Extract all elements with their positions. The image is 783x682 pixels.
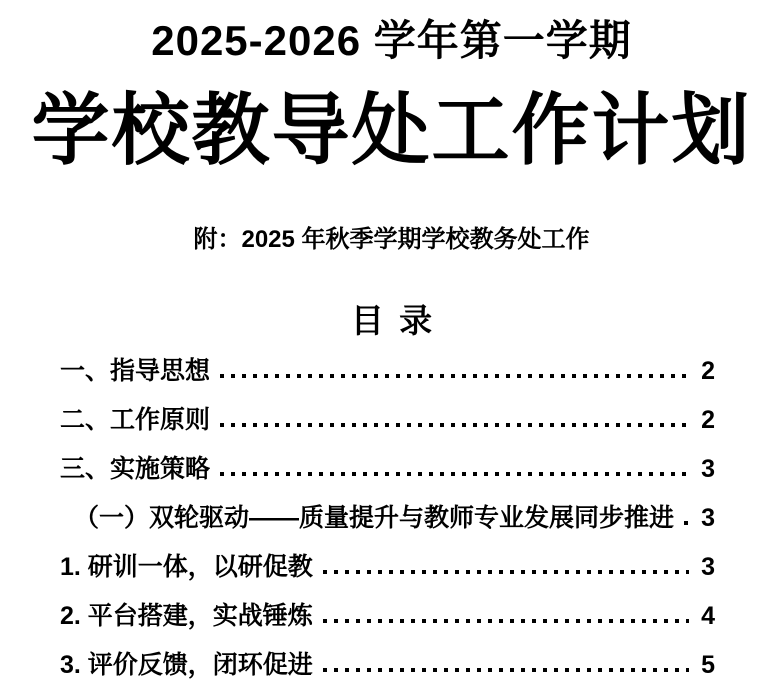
dot-leader — [220, 472, 689, 476]
toc-entry[interactable] — [60, 356, 715, 386]
toc-entry-label: 二、工作原则 — [60, 406, 211, 434]
toc-entry-page-number: 2 — [701, 406, 715, 434]
toc-heading: 目 录 — [350, 302, 433, 339]
semester-title: 2025-2026 学年第一学期 — [151, 17, 632, 64]
toc-entry-page-number: 5 — [701, 651, 715, 679]
dot-leader — [323, 619, 689, 623]
toc-entry-label: 3. 评价反馈，闭环促进 — [60, 651, 313, 679]
toc-entry-label: 1. 研训一体，以研促教 — [60, 553, 313, 581]
table-of-contents — [60, 356, 715, 680]
attachment-subtitle: 附：2025 年秋季学期学校教务处工作 — [193, 226, 590, 253]
toc-entry-label: 一、指导思想 — [60, 357, 211, 385]
toc-entry[interactable] — [60, 650, 715, 680]
toc-entry[interactable] — [60, 503, 715, 533]
toc-entry-label: （一）双轮驱动——质量提升与教师专业发展同步推进 — [74, 504, 675, 532]
toc-entry-page-number: 3 — [701, 553, 715, 581]
toc-entry-page-number: 3 — [701, 504, 715, 532]
toc-entry-page-number: 2 — [701, 357, 715, 385]
toc-entry[interactable] — [60, 405, 715, 435]
toc-entry-label: 三、实施策略 — [60, 455, 211, 483]
toc-entry[interactable] — [60, 454, 715, 484]
toc-entry-page-number: 4 — [701, 602, 715, 630]
toc-entry[interactable] — [60, 601, 715, 631]
dot-leader — [323, 570, 689, 574]
dot-leader — [323, 668, 689, 672]
dot-leader — [220, 423, 689, 427]
dot-leader — [684, 521, 689, 525]
main-title: 学校教导处工作计划 — [31, 86, 752, 174]
toc-entry[interactable] — [60, 552, 715, 582]
toc-entry-label: 2. 平台搭建，实战锤炼 — [60, 602, 313, 630]
dot-leader — [220, 374, 689, 378]
toc-entry-page-number: 3 — [701, 455, 715, 483]
